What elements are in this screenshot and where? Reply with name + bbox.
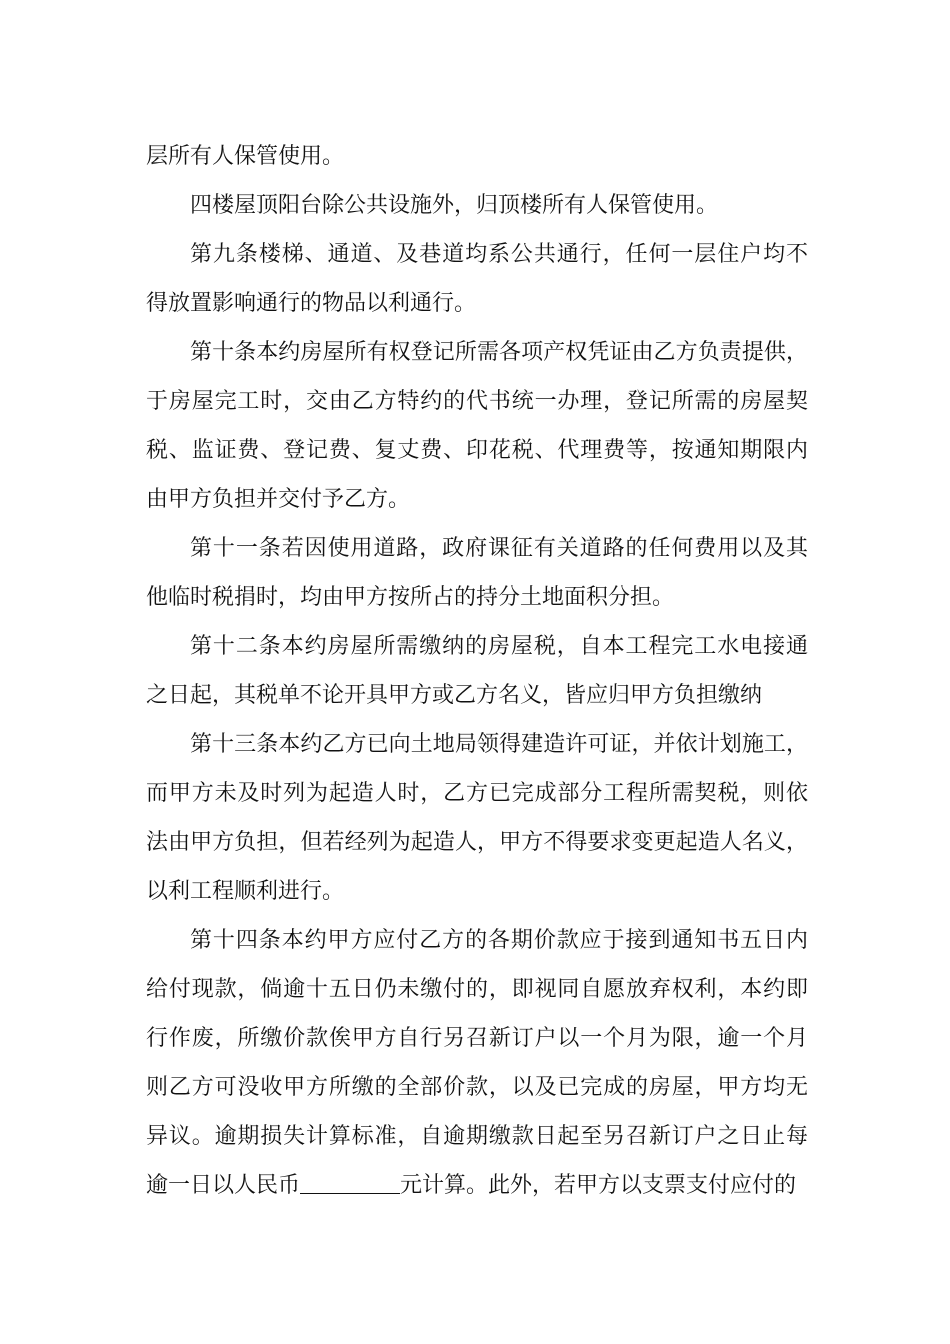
text-line: 得放置影响通行的物品以利通行。 (146, 291, 477, 316)
text-line: 层所有人保管使用。 (146, 144, 345, 169)
text-line: 第九条楼梯、通道、及巷道均系公共通行，任何一层住户均不 (190, 242, 808, 267)
text-line: 第十二条本约房屋所需缴纳的房屋税，自本工程完工水电接通 (190, 634, 808, 659)
text-line: 第十条本约房屋所有权登记所需各项产权凭证由乙方负责提供， (190, 340, 808, 365)
text-line: 于房屋完工时，交由乙方特约的代书统一办理，登记所需的房屋契 (146, 389, 808, 414)
text-line: 由甲方负担并交付予乙方。 (146, 487, 411, 512)
text-after-blank: 元计算。此外，若甲方以支票支付应付的 (400, 1173, 797, 1198)
contract-body (146, 132, 808, 1210)
text-line: 法由甲方负担，但若经列为起造人，甲方不得要求变更起造人名义， (146, 830, 808, 855)
text-line: 之日起，其税单不论开具甲方或乙方名义，皆应归甲方负担缴纳 (146, 683, 763, 708)
text-before-blank: 逾一日以人民币 (146, 1173, 301, 1198)
text-line: 则乙方可没收甲方所缴的全部价款，以及已完成的房屋，甲方均无 (146, 1075, 808, 1100)
text-line: 他临时税捐时，均由甲方按所占的持分土地面积分担。 (146, 585, 675, 610)
text-line: 以利工程顺利进行。 (146, 879, 345, 904)
text-line: 第十一条若因使用道路，政府课征有关道路的任何费用以及其 (190, 536, 808, 561)
text-line: 而甲方未及时列为起造人时，乙方已完成部分工程所需契税，则依 (146, 781, 808, 806)
text-line: 税、监证费、登记费、复丈费、印花税、代理费等，按通知期限内 (146, 438, 808, 463)
text-line: 第十三条本约乙方已向土地局领得建造许可证，并依计划施工， (190, 732, 808, 757)
text-line: 给付现款，倘逾十五日仍未缴付的，即视同自愿放弃权利，本约即 (146, 977, 808, 1002)
text-line: 四楼屋顶阳台除公共设施外，归顶楼所有人保管使用。 (190, 193, 719, 218)
text-line: 行作废，所缴价款俟甲方自行另召新订户以一个月为限，逾一个月 (146, 1026, 808, 1051)
text-line: 异议。逾期损失计算标准，自逾期缴款日起至另召新订户之日止每 (146, 1124, 808, 1149)
text-line-with-blank (146, 1161, 808, 1210)
text-line: 第十四条本约甲方应付乙方的各期价款应于接到通知书五日内 (190, 928, 808, 953)
amount-blank (300, 1171, 400, 1194)
